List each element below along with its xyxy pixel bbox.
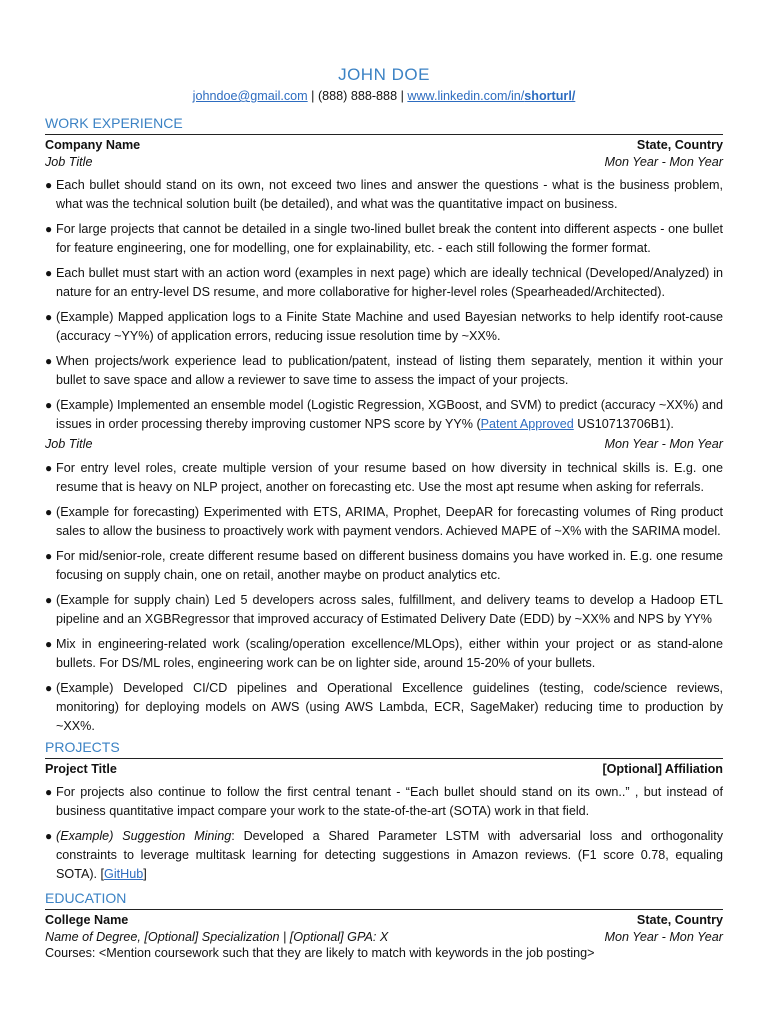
college-name: College Name	[45, 913, 129, 927]
college-location: State, Country	[636, 913, 723, 927]
bullet-text: (Example) Implemented an ensemble model (Logistic Regression, XGBoost, and SVM) to predict (accuracy ~XX%) and issues in order processing thereby improving customer NPS score by YY% (	[56, 398, 723, 431]
bullet-icon: ●	[45, 636, 53, 651]
candidate-name: JOHN DOE	[338, 65, 430, 84]
courses-text: Courses: <Mention coursework such that they are likely to match with keywords in the job posting>	[45, 946, 595, 960]
list-item	[45, 308, 723, 346]
linkedin-link[interactable]	[407, 89, 575, 103]
bullet-text: : Developed a Shared Parameter LSTM with adversarial loss and orthogonality constraints to leverage multitask learning for detecting suggestions in Amazon reviews. (F1 score 0.78, equaling SOTA). [	[56, 829, 723, 881]
company-location: State, Country	[636, 138, 723, 152]
job-title: Job Title	[45, 437, 93, 451]
bullet-text: For entry level roles, create multiple version of your resume based on how diversity in technical skills is. E.g. one resume that is heavy on NLP project, another on forecasting etc. Use the most apt resume when asking for referrals.	[56, 460, 723, 494]
patent-link[interactable]: Patent Approved	[480, 417, 574, 431]
bullet-text: For projects also continue to follow the first central tenant - “Each bullet should stand on its own..” , but instead of business quantitative impact compare your work to the state-of-the-art (SOTA) work in that field.	[56, 785, 723, 818]
job-row	[45, 154, 723, 171]
list-item	[45, 220, 723, 258]
bullet-text: Each bullet must start with an action word (examples in next page) which are ideally technical (Developed/Analyzed) in nature for an entry-level DS resume, and more collaborative for higher-level roles (Spearheaded/Architected).	[56, 266, 723, 299]
list-item	[45, 176, 723, 214]
project-row	[45, 761, 723, 778]
bullet-text: Mix in engineering-related work (scaling/operation excellence/MLOps), either within your project or as stand-alone bullets. For DS/ML roles, engineering work can be on lighter side, around 15-20% of your bullets.	[56, 636, 723, 670]
list-item	[45, 547, 723, 585]
bullet-text: When projects/work experience lead to publication/patent, instead of listing them separately, mention it within your bullet to save space and allow a reviewer to save time to assess the impact of your projects.	[56, 354, 723, 387]
bullet-icon: ●	[45, 592, 53, 607]
bullet-text: (Example for forecasting) Experimented with ETS, ARIMA, Prophet, DeepAR for forecasting volumes of Ring product sales to allow the business to proactively work with payment vendors. Achieved MAPE of ~X% with the SARIMA model.	[56, 504, 723, 538]
bullet-text-suffix: US10713706B1).	[573, 417, 674, 431]
bullet-text: (Example) Developed CI/CD pipelines and Operational Excellence guidelines (testing, code/science reviews, monitoring) for deploying models on AWS (using AWS Lambda, ECR, SageMaker) reducing time to production by ~XX%.	[56, 680, 723, 733]
college-row	[45, 912, 723, 929]
job-dates: Mon Year - Mon Year	[604, 437, 723, 451]
courses-row	[45, 945, 723, 962]
bullet-icon: ●	[45, 504, 53, 519]
bullet-text: (Example for supply chain) Led 5 developers across sales, fulfillment, and delivery teams to develop a Hadoop ETL pipeline and an XGBRegressor that improved accuracy of Estimated Delivery Date (EDD) by ~XX% and NPS by YY%	[56, 592, 723, 626]
job1-bullet-list	[45, 176, 723, 434]
bullet-icon: ●	[45, 785, 53, 799]
bullet-text: For mid/senior-role, create different resume based on different business domains you have worked in. E.g. one resume focusing on supply chain, one on retail, another maybe on product analytics etc.	[56, 548, 723, 582]
bullet-lead: (Example) Suggestion Mining	[56, 829, 232, 843]
bullet-icon: ●	[45, 548, 53, 563]
contact-separator: |	[397, 89, 408, 103]
bullet-icon: ●	[45, 222, 53, 236]
bullet-icon: ●	[45, 398, 53, 412]
phone-number: (888) 888-888	[317, 89, 398, 103]
resume-content	[45, 64, 723, 962]
section-title-projects: PROJECTS	[45, 737, 723, 759]
degree-dates: Mon Year - Mon Year	[604, 929, 723, 944]
list-item	[45, 459, 723, 497]
list-item	[45, 396, 723, 434]
section-title-education: EDUCATION	[45, 888, 723, 910]
project-affiliation: [Optional] Affiliation	[602, 761, 723, 776]
list-item	[45, 264, 723, 302]
list-item	[45, 783, 723, 821]
list-item	[45, 352, 723, 390]
bullet-text: Each bullet should stand on its own, not exceed two lines and answer the questions - what is the business problem, what was the technical solution built (be detailed), and what was the quantitative impact on business.	[56, 178, 723, 211]
company-row	[45, 137, 723, 154]
contact-separator: |	[307, 89, 318, 103]
linkedin-handle: shorturl/	[524, 89, 576, 103]
bullet-icon: ●	[45, 178, 53, 192]
bullet-text-suffix: ]	[143, 867, 147, 881]
project-bullet-list	[45, 783, 723, 884]
bullet-icon: ●	[45, 310, 53, 324]
job-title: Job Title	[45, 154, 93, 169]
bullet-icon: ●	[45, 266, 53, 280]
job-row	[45, 436, 723, 453]
list-item	[45, 635, 723, 673]
bullet-icon: ●	[45, 354, 53, 368]
degree-name: Name of Degree, [Optional] Specialization | [Optional] GPA: X	[45, 929, 389, 944]
bullet-icon: ●	[45, 680, 53, 695]
section-title-work-experience: WORK EXPERIENCE	[45, 113, 723, 135]
list-item	[45, 679, 723, 736]
contact-line	[45, 87, 723, 105]
list-item	[45, 591, 723, 629]
bullet-text: For large projects that cannot be detailed in a single two-lined bullet break the content into different aspects - one bullet for feature engineering, one for modelling, one for explainability, etc. - each still following the former format.	[56, 222, 723, 255]
bullet-text: (Example) Mapped application logs to a Finite State Machine and used Bayesian networks to help identify root-cause (accuracy ~YY%) of application errors, reducing issue resolution time by ~XX%.	[56, 310, 723, 343]
list-item	[45, 827, 723, 884]
company-name: Company Name	[45, 138, 141, 152]
bullet-icon: ●	[45, 460, 53, 475]
bullet-icon: ●	[45, 829, 53, 843]
github-link[interactable]: GitHub	[104, 867, 144, 881]
list-item	[45, 503, 723, 541]
job2-bullet-list	[45, 459, 723, 736]
linkedin-prefix: www.linkedin.com/in/	[407, 89, 525, 103]
project-title: Project Title	[45, 761, 117, 776]
degree-row	[45, 929, 723, 946]
job-dates: Mon Year - Mon Year	[604, 154, 723, 169]
email-link[interactable]: johndoe@gmail.com	[192, 89, 308, 103]
